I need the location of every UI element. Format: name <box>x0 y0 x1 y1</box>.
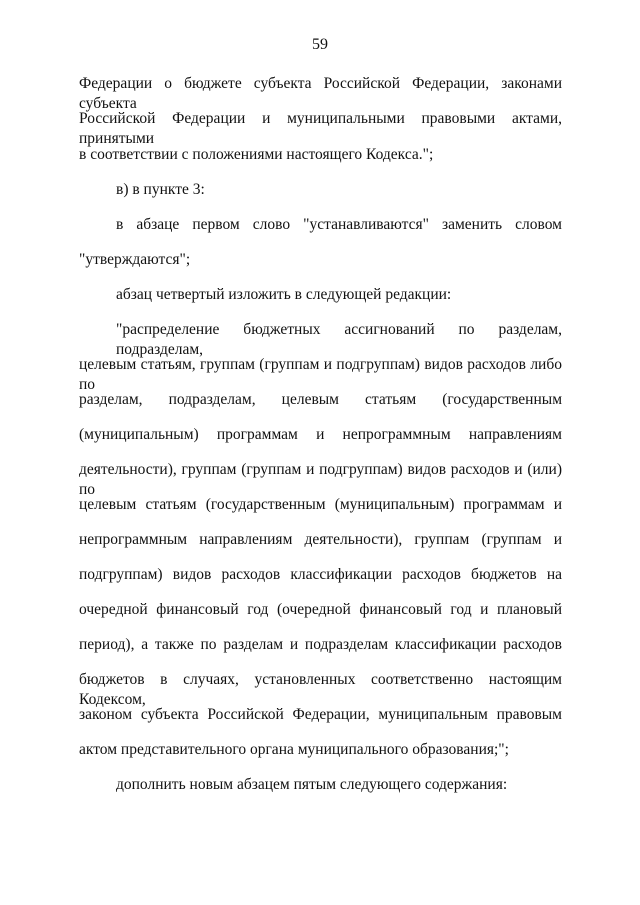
text-line: целевым статьям, группам (группам и подгруппам) видов расходов либо по <box>79 356 562 393</box>
text-line: в соответствии с положениями настоящего Кодекса."; <box>79 146 434 163</box>
text-line: законом субъекта Российской Федерации, муниципальным правовым <box>79 706 562 723</box>
text-line: очередной финансовый год (очередной финансовый год и плановый <box>79 601 562 618</box>
page-number: 59 <box>312 36 328 53</box>
text-line: непрограммным направлениям деятельности), группам (группам и <box>79 531 562 548</box>
text-line: в) в пункте 3: <box>116 181 205 198</box>
text-line: актом представительного органа муниципального образования;"; <box>79 741 509 758</box>
text-line: Российской Федерации и муниципальными правовыми актами, принятыми <box>79 110 562 147</box>
text-line: Федерации о бюджете субъекта Российской Федерации, законами субъекта <box>79 75 562 112</box>
text-line: период), а также по разделам и подразделам классификации расходов <box>79 636 562 653</box>
text-line: "утверждаются"; <box>79 251 191 268</box>
text-line: разделам, подразделам, целевым статьям (государственным <box>79 391 562 408</box>
text-line: (муниципальным) программам и непрограммным направлениям <box>79 426 562 443</box>
text-line: целевым статьям (государственным (муниципальным) программам и <box>79 496 562 513</box>
text-line: бюджетов в случаях, установленных соответственно настоящим Кодексом, <box>79 671 562 708</box>
text-line: деятельности), группам (группам и подгруппам) видов расходов и (или) по <box>79 461 562 498</box>
text-line: "распределение бюджетных ассигнований по разделам, подразделам, <box>116 321 562 358</box>
text-line: дополнить новым абзацем пятым следующего содержания: <box>116 776 508 793</box>
text-line: в абзаце первом слово "устанавливаются" заменить словом <box>116 216 562 233</box>
text-line: подгруппам) видов расходов классификации расходов бюджетов на <box>79 566 562 583</box>
text-line: абзац четвертый изложить в следующей редакции: <box>116 286 452 303</box>
